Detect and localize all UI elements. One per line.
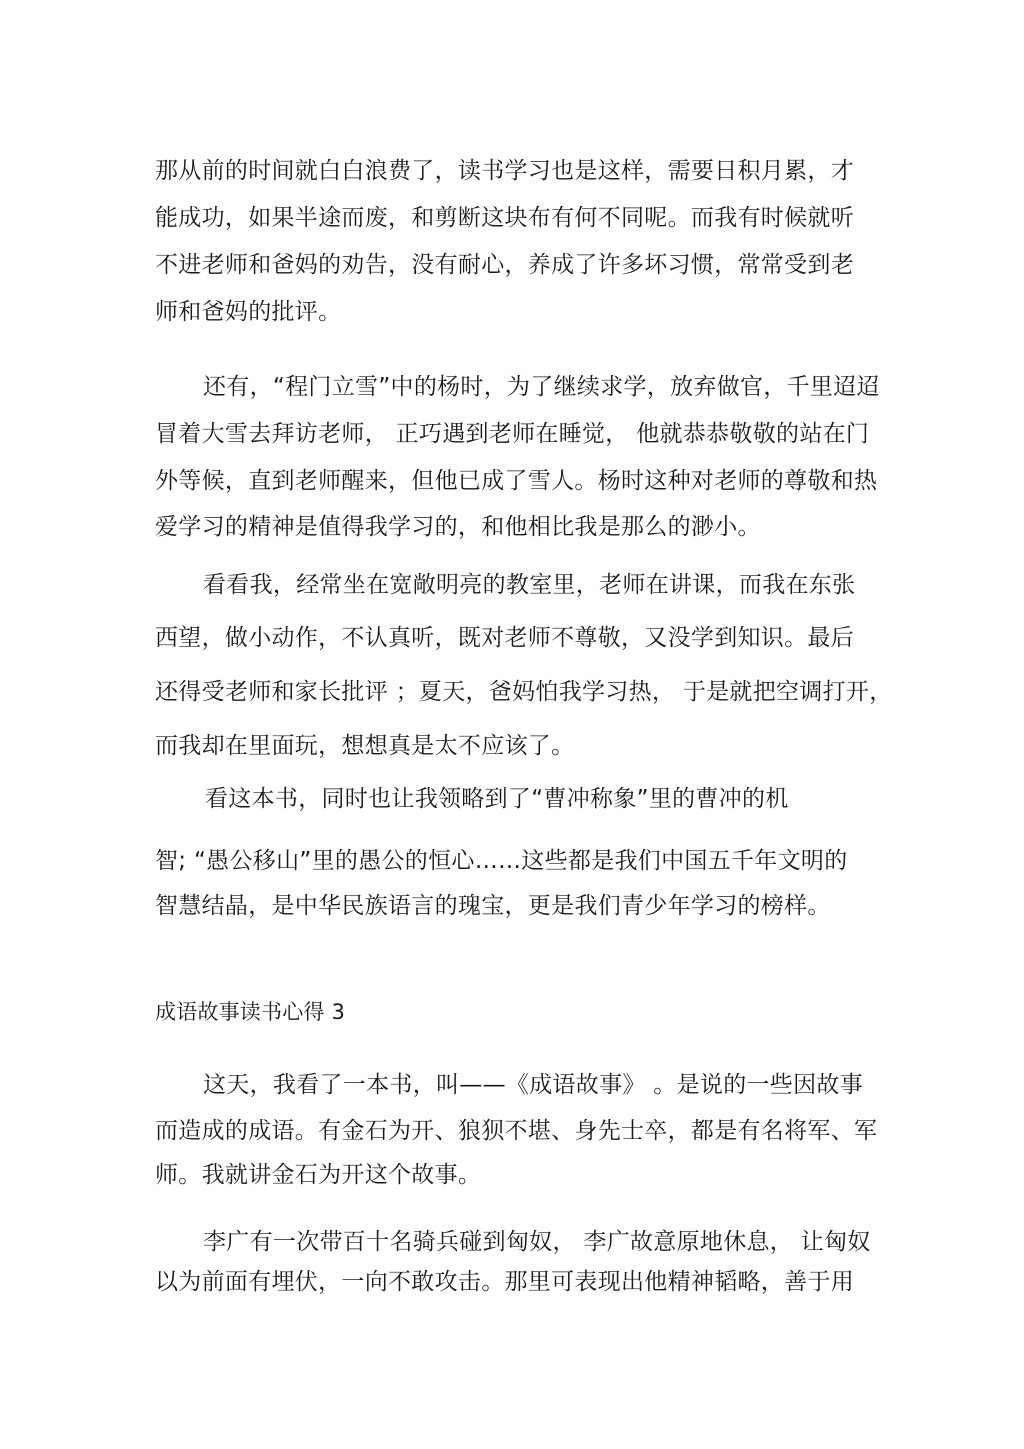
text-line: 不进老师和爸妈的劝告，没有耐心，养成了许多坏习惯，常常受到老 (155, 252, 854, 278)
text-line: 爱学习的精神是值得我学习的，和他相比我是那么的渺小。 (155, 514, 761, 540)
text-line: 师。我就讲金石为开这个故事。 (155, 1162, 482, 1188)
section-heading: 成语故事读书心得 3 (155, 1000, 346, 1024)
text-line: 还有，“程门立雪”中的杨时，为了继续求学，放弃做官，千里迢迢 (203, 374, 880, 400)
text-line: 师和爸妈的批评。 (155, 299, 342, 325)
text-line: 看看我，经常坐在宽敞明亮的教室里，老师在讲课，而我在东张 (203, 572, 856, 598)
text-line: 能成功，如果半途而废，和剪断这块布有何不同呢。而我有时候就听 (155, 205, 854, 231)
text-line: 这天，我看了一本书，叫——《成语故事》 。是说的一些因故事 (203, 1072, 864, 1098)
text-line: 而我却在里面玩，想想真是太不应该了。 (155, 733, 575, 759)
text-line: 西望，做小动作，不认真听，既对老师不尊敬，又没学到知识。最后 (155, 625, 854, 651)
text-line: 而造成的成语。有金石为开、狼狈不堪、身先士卒，都是有名将军、军 (155, 1118, 878, 1144)
text-line: 外等候，直到老师醒来，但他已成了雪人。杨时这种对老师的尊敬和热 (155, 468, 878, 494)
text-line: 以为前面有埋伏，一向不敢攻击。那里可表现出他精神韬略，善于用 (155, 1269, 854, 1295)
text-line: 智慧结晶，是中华民族语言的瑰宝，更是我们青少年学习的榜样。 (155, 893, 831, 919)
text-line: 李广有一次带百十名骑兵碰到匈奴， 李广故意原地休息， 让匈奴 (203, 1229, 871, 1255)
text-line: 那从前的时间就白白浪费了，读书学习也是这样，需要日积月累，才 (155, 158, 854, 184)
text-line: 还得受老师和家长批评 ；夏天，爸妈怕我学习热， 于是就把空调打开， (155, 679, 893, 705)
text-line: 智; “愚公移山”里的愚公的恒心……这些都是我们中国五千年文明的 (155, 848, 848, 874)
text-line: 看这本书，同时也让我领略到了“曹冲称象”里的曹冲的机 (205, 786, 789, 812)
text-line: 冒着大雪去拜访老师， 正巧遇到老师在睡觉， 他就恭恭敬敬的站在门 (155, 421, 870, 447)
